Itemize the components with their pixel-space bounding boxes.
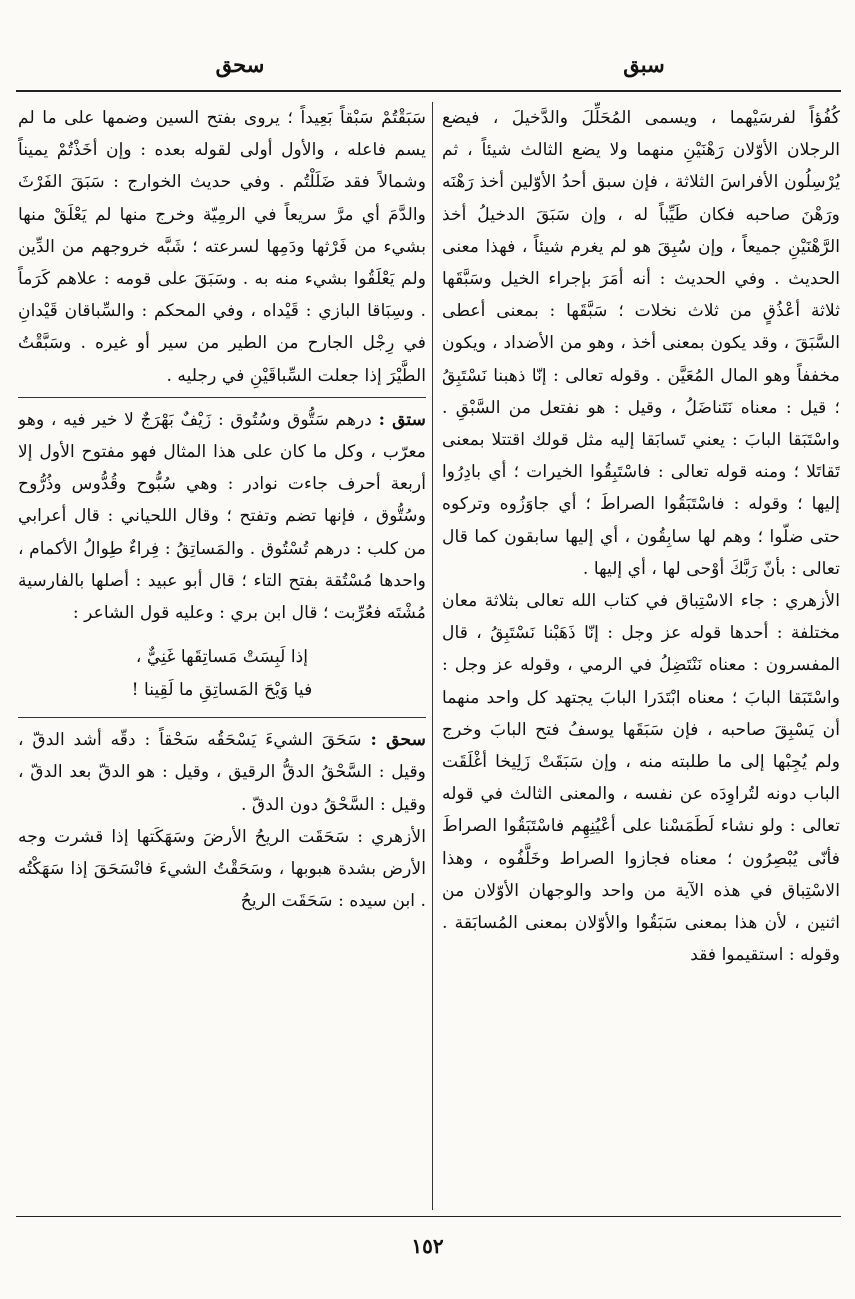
header-rule: [16, 90, 841, 92]
footer-rule: [16, 1216, 841, 1217]
column-divider: [432, 102, 433, 1210]
headword-sataq: ستق :: [378, 409, 426, 430]
entry-separator: [18, 717, 426, 718]
entry-sataq-text: درهم سَتُّوق وسُتُوق : زَيْفٌ بَهْرَجٌ لا خير فيه ، وهو معرّب ، وكل ما كان على هذا المثال فهو مفتوح الأول إلا أربعة أحرف جاءت نوادر : وهي سُبُّوح وقُدُّوس وذُرُّوح وسُتُّوق ، فإنها تضم وتفتح ؛ وقال اللحياني : قال أعرابي من كلب : درهم تُسْتُوق . والمَساتِقُ : فِراءٌ طِوالُ الأكمام ، واحدها مُسْتُقة بفتح التاء ؛ قال أبو عبيد : أصلها بالفارسية مُشْتَه فعُرِّبت ؛ قال ابن بري : وعليه قول الشاعر :: [18, 409, 426, 624]
right-column: [442, 102, 840, 1210]
running-head-right: سبق: [623, 52, 665, 77]
entry-sataq: [18, 404, 426, 629]
right-paragraph-1: كُفُؤاً لفرسَيْهما ، ويسمى المُحَلِّلَ والدَّخيلَ ، فيضع الرجلان الأوّلان رَهْنَيْنِ منهما ولا يضع الثالث شيئاً ، ثم يُرْسِلُون الأفراسَ الثلاثة ، فإن سبق أحدُ الأوّلين أخذ رَهْنَه ورَهْنَ صاحبه فكان طَيِّباً له ، وإن سَبَقَ الدخيلُ أخذ الرَّهْنَيْنِ جميعاً ، وإن سُبِقَ هو لم يغرم شيئاً ، فهذا معنى الحديث . وفي الحديث : أنه أمَرَ بإجراء الخيل وسَبَّقَها ثلاثة أعْذُقٍ من ثلاث نخلات ؛ سَبَّقَها : بمعنى أعطى السَّبَقَ ، وقد يكون بمعنى أخذ ، وهو من الأضداد ، ويكون مخففاً وهو المال المُعَيَّن . وقوله تعالى : إنّا ذهبنا نَسْتَبِقُ ؛ قيل : معناه نَتَناضَلُ ، وقيل : هو نفتعل من السَّبْقِ . واسْتَبَقا البابَ : يعني تَسابَقا إليه مثل قولك اقتتلا بمعنى تَقاتَلا ؛ ومنه قوله تعالى : فاسْتَبِقُوا الخيرات ؛ أي بادِرُوا إليها ؛ وقوله : فاسْتَبَقُوا الصراطَ ؛ أي جاوَزُوه وتركوه حتى ضلّوا ؛ وهم لها سابِقُون ، أي إليها سابقون كما قال تعالى : بأنّ رَبَّكَ أوْحى لها ، أي إليها .: [442, 108, 840, 579]
headword-sahaq: سحق :: [370, 730, 426, 751]
running-head-left: سحق: [215, 52, 265, 77]
entry-sahaq-azhari: الأزهري : سَحَقَت الريحُ الأرضَ وسَهَكَتها إذا قشرت وجه الأرض بشدة هبوبها ، وسَحَقْتُ الشيءَ فانْسَحَقَ إذا سَهَكْتُه . ابن سيده : سَحَقَت الريحُ: [18, 826, 426, 912]
verse-line-2: فيا وَيْحَ المَساتِقِ ما لَقِينا !: [131, 680, 313, 701]
entry-separator: [18, 397, 426, 398]
left-carryover-paragraph: سَبَقْتُمْ سَبْقاً بَعِيداً ؛ يروى بفتح السين وضمها على ما لم يسم فاعله ، والأول أولى لقوله بعده : وإن أخَذْتُمْ يميناً وشمالاً فقد ضَلَلْتُم . وفي حديث الخوارج : سَبَقَ الفَرْثَ والدَّمَ أي مرَّ سريعاً في الرمِيّة وخرج منها لم يَعْلَقْ منها بشيء من فَرْثها ودَمِها لسرعته ؛ شَبَّه خروجهم من الدِّين ولم يَعْلَقُوا بشيء منه به . وسَبَقَ على قومه : علاهم كَرَماً . وسِبَاقا البازي : قَيْداه ، وفي المحكم : والسِّباقان قَيْدانِ في رِجْل الجارح من الطير من سير أو غيره . وسَبَّقْتُ الطَّيْرَ إذا جعلت السِّباقَيْنِ في رجليه .: [18, 108, 426, 386]
verse-line-1: إذا لَبِسَتْ مَساتِقَها غَنِيٌّ ،: [135, 647, 309, 668]
poetry-verse: [18, 641, 426, 707]
right-paragraph-2: الأزهري : جاء الاسْتِباق في كتاب الله تعالى بثلاثة معان مختلفة : أحدها قوله عز وجل : إنّا ذَهَبْنا نَسْتَبِقُ ، قال المفسرون : معناه نَنْتَضِلُ في الرمي ، وقوله عز وجل : واسْتَبَقا البابَ ؛ معناه ابْتَدَرا البابَ يجتهد كل واحد منهما أن يَسْبِقَ صاحبه ، فإن سَبَقَها يوسفُ فتح البابَ وخرج ولم يُجِبْها إلى ما طلبته منه ، وإن سَبَقَتْ زَلِيخا أغْلَقَت الباب دونه لتُراوِدَه عن نفسه ، والمعنى الثالث في قوله تعالى : ولو نشاء لَطَمَسْنا على أعْيُنِهِم فاسْتَبَقُوا الصراطَ فأنّى يُبْصِرُون ؛ معناه فجازوا الصراط وخَلَّفُوه ، وهذا الاسْتِباق في هذه الآية من واحد والوجهان الأوّلان من اثنين ، لأن هذا بمعنى سَبَقُوا والأوّلان بمعنى المُسابَقة . وقوله : استقيموا فقد: [442, 591, 840, 966]
left-column: [18, 102, 426, 1210]
entry-sahaq-text: سَحَقَ الشيءَ يَسْحَقُه سَحْقاً : دقّه أشد الدقّ ، وقيل : السَّحْقُ الدقُّ الرقيق ، وقيل : هو الدقّ بعد الدقّ ، وقيل : السَّحْقُ دون الدقّ .: [18, 730, 426, 815]
page-number: ١٥٢: [411, 1234, 444, 1258]
entry-sahaq: [18, 724, 426, 821]
